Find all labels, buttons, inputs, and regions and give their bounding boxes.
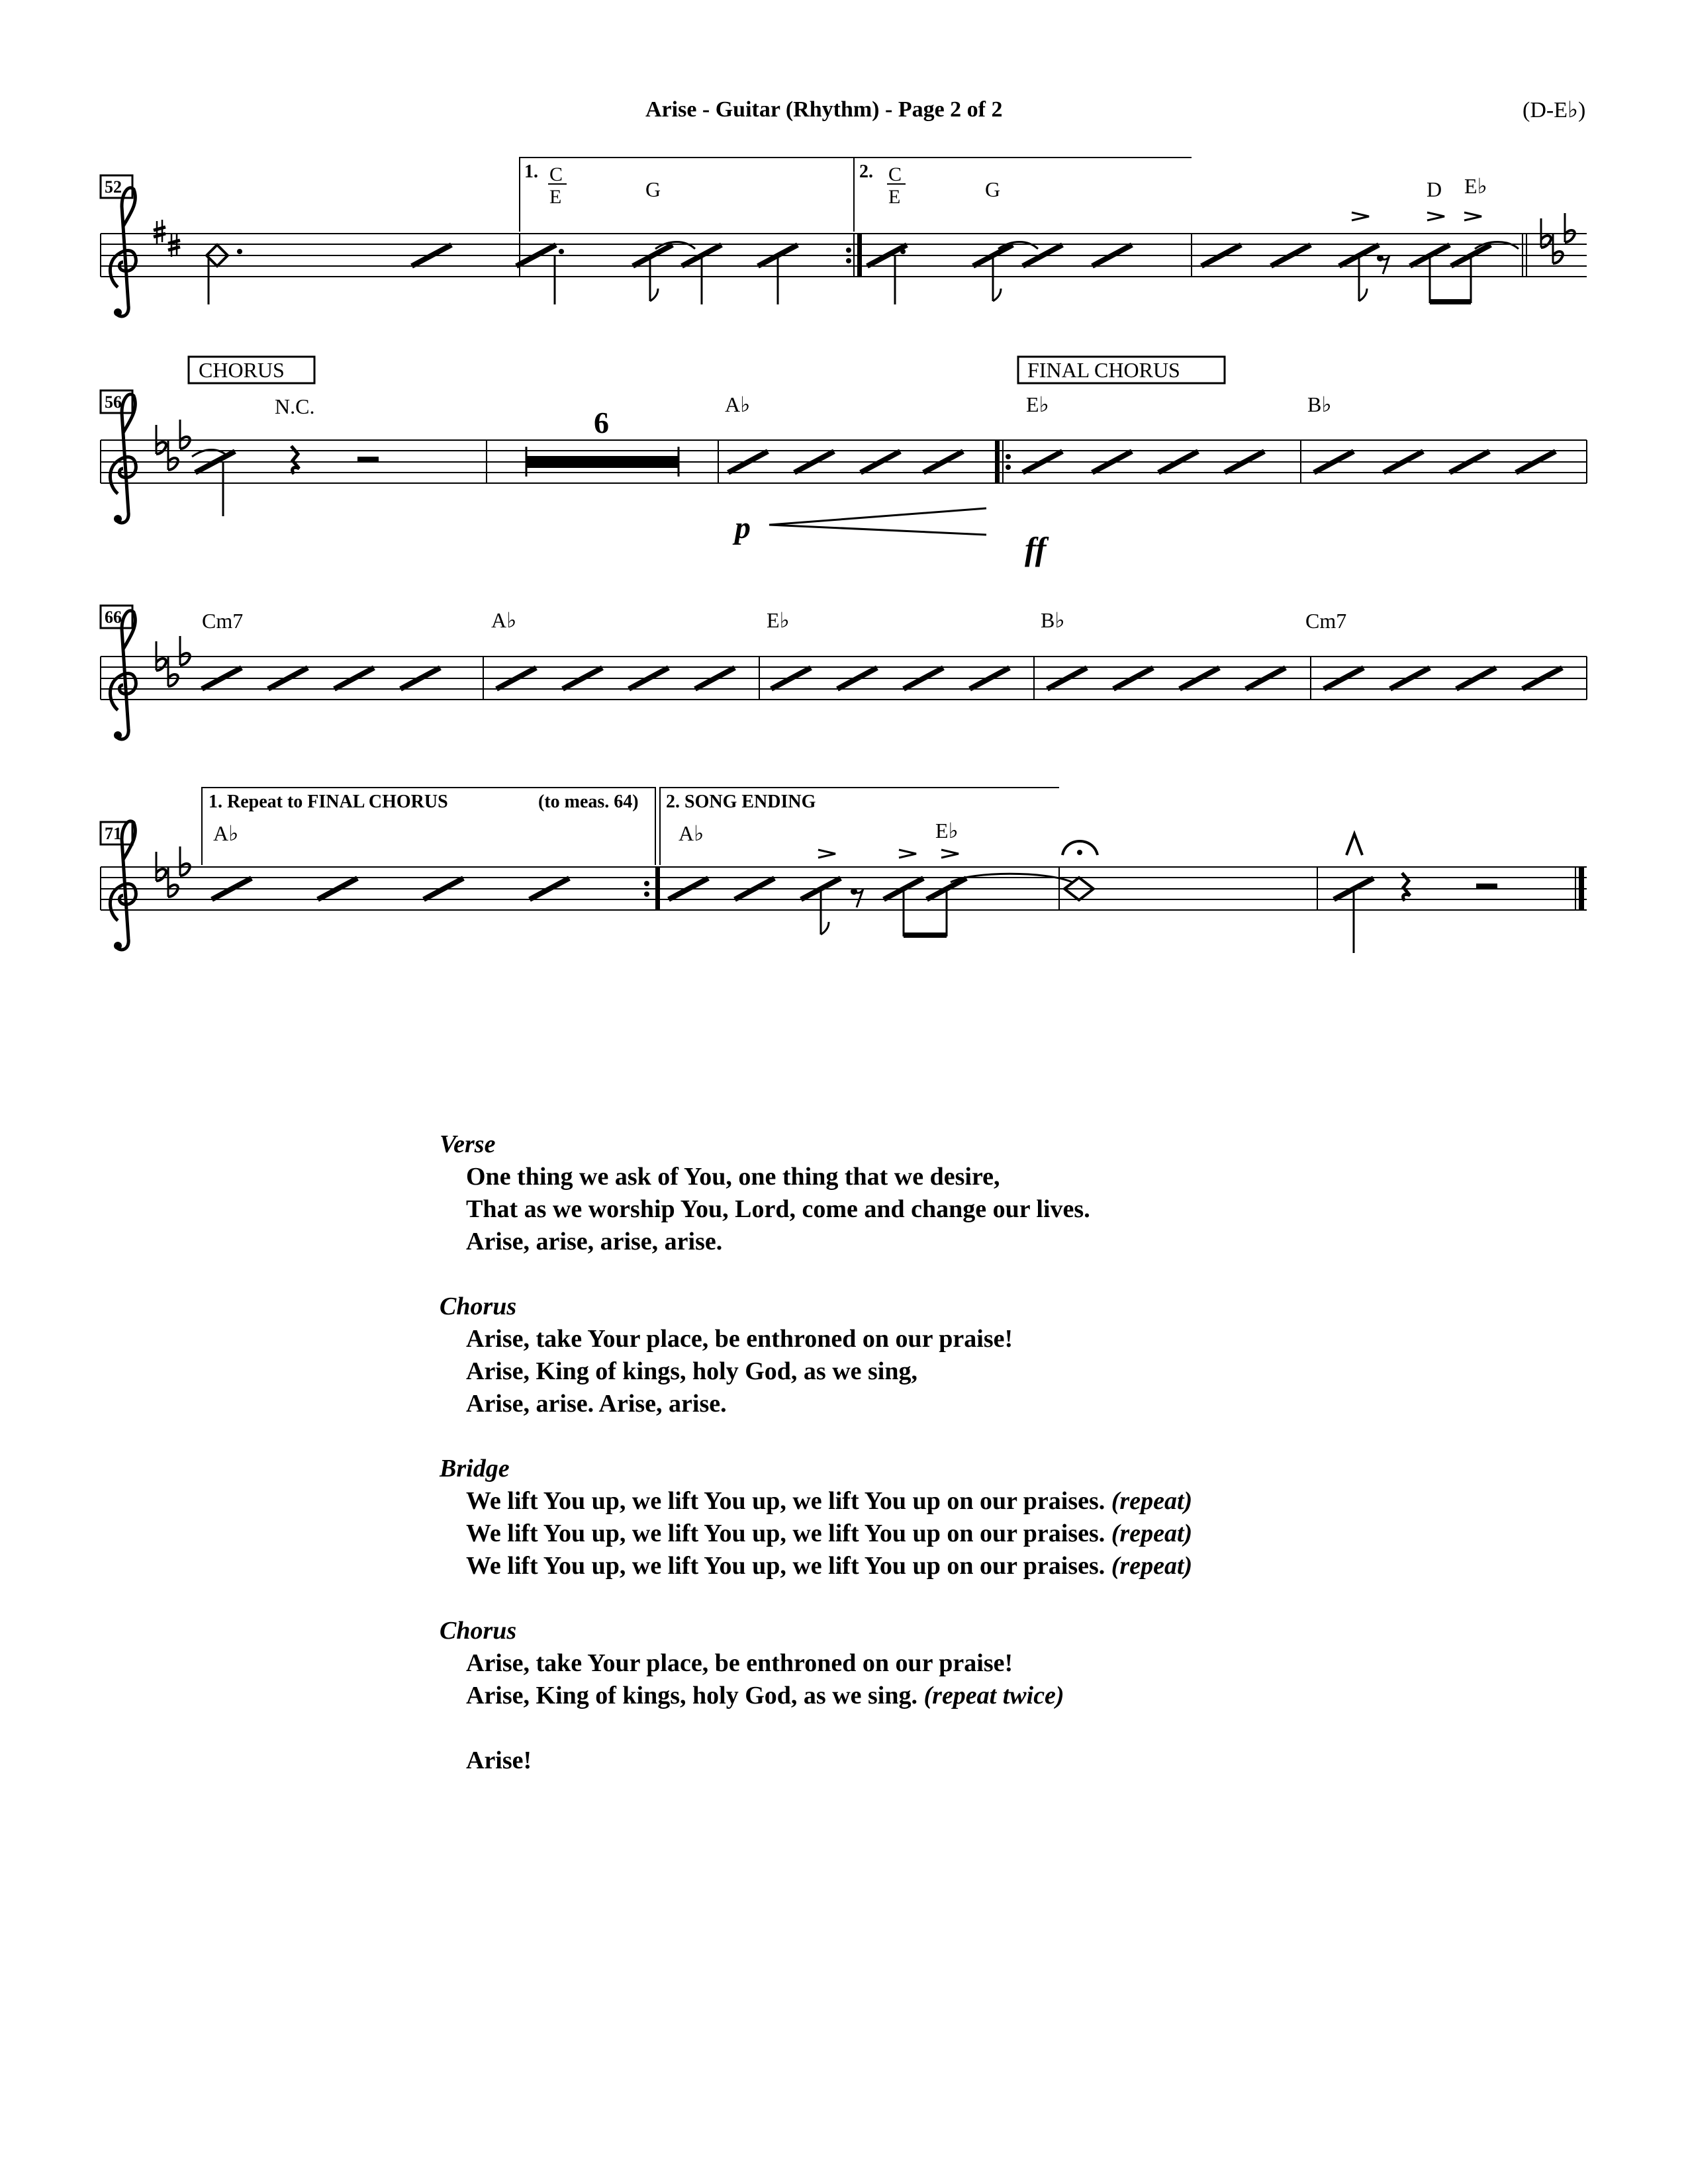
lyric-text: Arise, take Your place, be enthroned on our praise! bbox=[466, 1325, 1013, 1353]
multirest-count: 6 bbox=[594, 406, 609, 439]
lyrics-section bbox=[440, 1128, 1366, 1258]
lyric-line bbox=[440, 1226, 1366, 1258]
lyric-text: One thing we ask of You, one thing that we desire, bbox=[466, 1163, 1000, 1191]
lyric-line bbox=[440, 1355, 1366, 1388]
page-title: Arise - Guitar (Rhythm) - Page 2 of 2 bbox=[645, 97, 1003, 122]
chord-symbol: C bbox=[549, 163, 563, 185]
chord-symbol: B♭ bbox=[1041, 608, 1065, 632]
chord-symbol: E♭ bbox=[1464, 174, 1487, 198]
system-3 bbox=[101, 611, 1587, 739]
section-title: Verse bbox=[440, 1130, 496, 1158]
chord-symbol: A♭ bbox=[491, 608, 517, 632]
key-label: (D-E♭) bbox=[1523, 98, 1586, 122]
lyric-text: That as we worship You, Lord, come and change our lives. bbox=[466, 1195, 1090, 1223]
lyric-line bbox=[440, 1550, 1366, 1582]
measure-number: 71 bbox=[105, 824, 122, 843]
lyric-line bbox=[440, 1518, 1366, 1550]
lyric-text: We lift You up, we lift You up, we lift You up on our praises. bbox=[466, 1520, 1105, 1547]
lyric-text: Arise, King of kings, holy God, as we sing. bbox=[466, 1682, 917, 1709]
lyrics-section bbox=[440, 1615, 1366, 1712]
measure-number: 52 bbox=[105, 177, 122, 197]
lyric-text: Arise, take Your place, be enthroned on our praise! bbox=[466, 1649, 1013, 1677]
section-title: Chorus bbox=[440, 1293, 517, 1320]
chord-symbol: Cm7 bbox=[1305, 609, 1347, 633]
lyric-text: We lift You up, we lift You up, we lift You up on our praises. bbox=[466, 1552, 1105, 1580]
dynamic-marking: ff bbox=[1025, 530, 1047, 567]
lyric-line bbox=[440, 1388, 1366, 1420]
chord-symbol: G bbox=[645, 177, 661, 201]
lyric-text: We lift You up, we lift You up, we lift You up on our praises. bbox=[466, 1487, 1105, 1515]
system-2 bbox=[101, 357, 1587, 535]
repeat-note: (repeat twice) bbox=[923, 1682, 1064, 1709]
lyric-text: Arise, arise. Arise, arise. bbox=[466, 1390, 727, 1418]
lyric-line bbox=[440, 1745, 1366, 1777]
lyric-text: Arise! bbox=[466, 1747, 532, 1774]
lyrics-section bbox=[440, 1745, 1366, 1777]
chord-symbol: A♭ bbox=[725, 392, 751, 416]
lyric-text: Arise, King of kings, holy God, as we sing, bbox=[466, 1357, 917, 1385]
chord-symbol: E♭ bbox=[1026, 392, 1049, 416]
chord-symbol: E♭ bbox=[767, 608, 790, 632]
ending-label: 2. SONG ENDING bbox=[666, 792, 816, 812]
chord-symbol: G bbox=[985, 177, 1001, 201]
repeat-note: (repeat) bbox=[1111, 1487, 1193, 1515]
section-title: Bridge bbox=[440, 1455, 510, 1482]
measure-number: 56 bbox=[105, 392, 122, 412]
lyrics-block bbox=[440, 1128, 1366, 1809]
chord-symbol: E bbox=[549, 186, 562, 208]
chord-symbol: C bbox=[888, 163, 902, 185]
chord-symbol: A♭ bbox=[679, 821, 704, 845]
chord-symbol: N.C. bbox=[275, 394, 315, 418]
lyric-line bbox=[440, 1647, 1366, 1680]
lyric-line bbox=[440, 1161, 1366, 1193]
lyric-text: Arise, arise, arise, arise. bbox=[466, 1228, 723, 1255]
music-score bbox=[0, 0, 1688, 993]
chord-symbol: A♭ bbox=[213, 821, 239, 845]
lyrics-section bbox=[440, 1453, 1366, 1582]
section-title: Chorus bbox=[440, 1617, 517, 1645]
system-1 bbox=[101, 158, 1587, 316]
lyric-line bbox=[440, 1485, 1366, 1518]
repeat-note: (repeat) bbox=[1111, 1520, 1193, 1547]
lyrics-section bbox=[440, 1291, 1366, 1420]
dynamic-marking: p bbox=[735, 510, 751, 545]
repeat-note: (repeat) bbox=[1111, 1552, 1193, 1580]
ending-label: (to meas. 64) bbox=[538, 792, 639, 812]
chord-symbol: E♭ bbox=[935, 819, 959, 842]
lyric-line bbox=[440, 1193, 1366, 1226]
chord-symbol: B♭ bbox=[1307, 392, 1332, 416]
chord-symbol: Cm7 bbox=[202, 609, 244, 633]
ending-label: 1. bbox=[524, 161, 538, 182]
ending-label: 2. bbox=[859, 161, 873, 182]
section-label: CHORUS bbox=[199, 358, 285, 382]
lyric-line bbox=[440, 1323, 1366, 1355]
chord-symbol: E bbox=[888, 186, 901, 208]
ending-label: 1. Repeat to FINAL CHORUS bbox=[209, 792, 448, 812]
lyric-line bbox=[440, 1680, 1366, 1712]
chord-symbol: D bbox=[1427, 177, 1442, 201]
section-label: FINAL CHORUS bbox=[1027, 358, 1180, 382]
measure-number: 66 bbox=[105, 608, 122, 627]
